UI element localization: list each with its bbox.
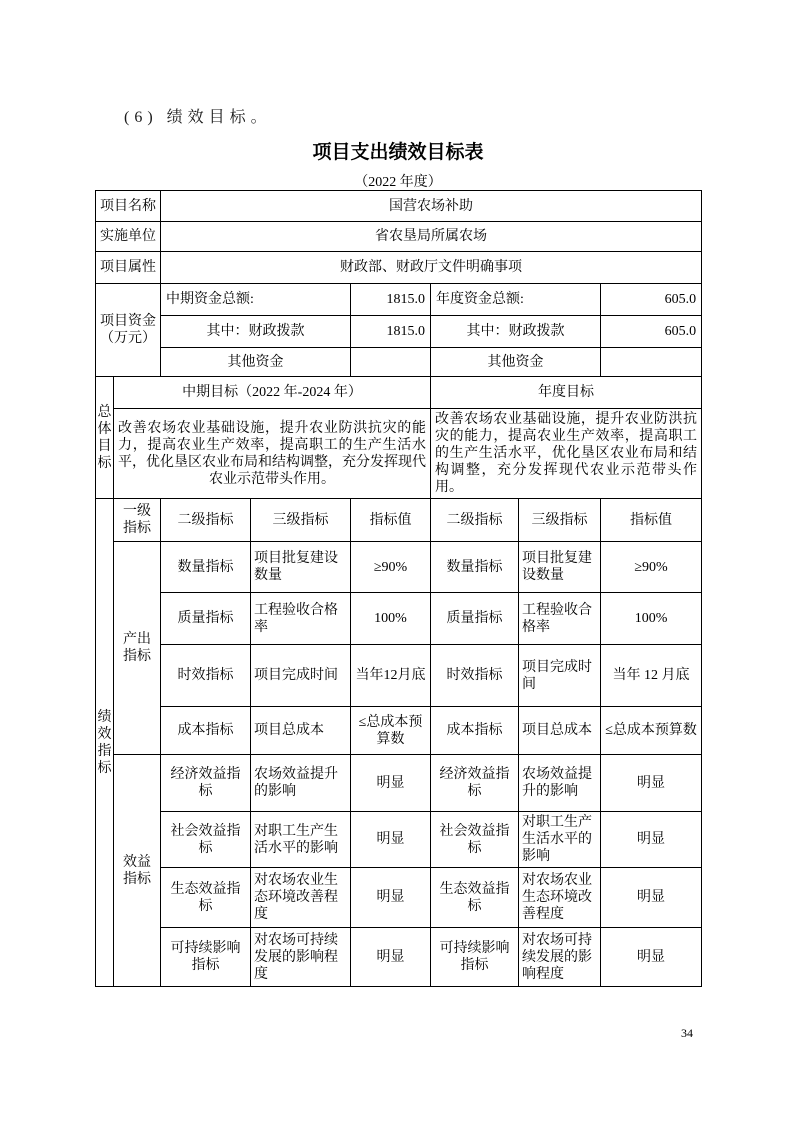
annual-fiscal-label: 其中：财政拨款: [431, 316, 601, 348]
value-cell: ≤总成本预算数: [351, 707, 431, 755]
value-cell: ≤总成本预算数: [601, 707, 702, 755]
mid-term-goal-header: 中期目标（2022 年-2024 年）: [114, 377, 431, 409]
level3-cell: 对职工生产生活水平的影响: [519, 812, 601, 868]
value-cell: 明显: [601, 868, 702, 928]
annual-total-value: 605.0: [601, 284, 702, 316]
annual-fiscal-value: 605.0: [601, 316, 702, 348]
level3-cell: 工程验收合格率: [251, 593, 351, 645]
mid-term-total-label: 中期资金总额:: [161, 284, 351, 316]
table-row: [96, 593, 702, 645]
page-number: 34: [681, 1026, 693, 1040]
header-level3-mid: 三级指标: [251, 499, 351, 542]
header-level3-annual: 三级指标: [519, 499, 601, 542]
table-row: [96, 284, 702, 316]
table-row: [96, 868, 702, 928]
table-row: [96, 499, 702, 542]
value-cell: 明显: [601, 928, 702, 987]
table-row: [96, 755, 702, 812]
value-cell: 当年 12 月底: [601, 645, 702, 707]
level3-cell: 对农场可持续发展的影响程度: [519, 928, 601, 987]
level2-cell: 质量指标: [431, 593, 519, 645]
table-row: [96, 316, 702, 348]
table-year-subtitle: （2022 年度）: [354, 175, 442, 190]
level2-cell: 生态效益指标: [161, 868, 251, 928]
header-level2-mid: 二级指标: [161, 499, 251, 542]
level2-cell: 数量指标: [431, 542, 519, 593]
level3-cell: 对农场农业生态环境改善程度: [519, 868, 601, 928]
table-row: [96, 812, 702, 868]
level2-cell: 数量指标: [161, 542, 251, 593]
level2-cell: 经济效益指标: [161, 755, 251, 812]
value-cell: 明显: [601, 812, 702, 868]
implementing-unit-label: 实施单位: [96, 222, 161, 252]
table-row: [96, 409, 702, 499]
benefit-indicators-label: 效益指标: [114, 755, 161, 987]
level3-cell: 农场效益提升的影响: [519, 755, 601, 812]
value-cell: ≥90%: [601, 542, 702, 593]
mid-term-fiscal-value: 1815.0: [351, 316, 431, 348]
value-cell: 明显: [351, 928, 431, 987]
mid-term-other-value: [351, 348, 431, 377]
table-row: [96, 348, 702, 377]
overall-goal-vertical-label: 总体目标: [96, 377, 114, 499]
mid-term-other-label: 其他资金: [161, 348, 351, 377]
level3-cell: 项目完成时间: [251, 645, 351, 707]
level2-cell: 生态效益指标: [431, 868, 519, 928]
perf-vertical-label: 绩效指标: [96, 499, 114, 987]
table-row: [96, 928, 702, 987]
value-cell: 100%: [601, 593, 702, 645]
level3-cell: 项目批复建设数量: [519, 542, 601, 593]
table-row: [96, 191, 702, 222]
value-cell: 当年12月底: [351, 645, 431, 707]
level3-cell: 项目总成本: [251, 707, 351, 755]
level2-cell: 可持续影响指标: [161, 928, 251, 987]
level2-cell: 质量指标: [161, 593, 251, 645]
section-heading: (6) 绩效目标。: [124, 109, 272, 126]
header-level1: 一级指标: [114, 499, 161, 542]
output-indicators-label: 产出指标: [114, 542, 161, 755]
level2-cell: 社会效益指标: [431, 812, 519, 868]
value-cell: 明显: [351, 868, 431, 928]
annual-goal-text: 改善农场农业基础设施，提升农业防洪抗灾的能力，提高农业生产效率，提高职工的生产生活水平，优化垦区农业布局和结构调整，充分发挥现代农业示范带头作用。: [431, 409, 702, 499]
project-name-value: 国营农场补助: [161, 191, 702, 222]
annual-total-label: 年度资金总额:: [431, 284, 601, 316]
header-level2-annual: 二级指标: [431, 499, 519, 542]
value-cell: 明显: [351, 812, 431, 868]
level2-cell: 时效指标: [431, 645, 519, 707]
level3-cell: 项目总成本: [519, 707, 601, 755]
table-row: [96, 542, 702, 593]
level3-cell: 项目完成时间: [519, 645, 601, 707]
mid-term-fiscal-label: 其中：财政拨款: [161, 316, 351, 348]
project-name-label: 项目名称: [96, 191, 161, 222]
level2-cell: 时效指标: [161, 645, 251, 707]
project-attribute-label: 项目属性: [96, 252, 161, 284]
performance-target-table: [95, 190, 702, 987]
table-row: [96, 645, 702, 707]
value-cell: 明显: [351, 755, 431, 812]
level2-cell: 可持续影响指标: [431, 928, 519, 987]
project-funds-label: 项目资金（万元）: [96, 284, 161, 377]
level2-cell: 社会效益指标: [161, 812, 251, 868]
mid-term-total-value: 1815.0: [351, 284, 431, 316]
level2-cell: 成本指标: [431, 707, 519, 755]
table-row: [96, 222, 702, 252]
annual-goal-header: 年度目标: [431, 377, 702, 409]
annual-other-value: [601, 348, 702, 377]
value-cell: 明显: [601, 755, 702, 812]
level3-cell: 工程验收合格率: [519, 593, 601, 645]
level2-cell: 经济效益指标: [431, 755, 519, 812]
value-cell: ≥90%: [351, 542, 431, 593]
table-row: [96, 377, 702, 409]
level3-cell: 对农场农业生态环境改善程度: [251, 868, 351, 928]
mid-term-goal-text: 改善农场农业基础设施，提升农业防洪抗灾的能力，提高农业生产效率，提高职工的生产生活水平，优化垦区农业布局和结构调整，充分发挥现代农业示范带头作用。: [114, 409, 431, 499]
table-row: [96, 707, 702, 755]
project-attribute-value: 财政部、财政厅文件明确事项: [161, 252, 702, 284]
level3-cell: 农场效益提升的影响: [251, 755, 351, 812]
header-value-annual: 指标值: [601, 499, 702, 542]
annual-other-label: 其他资金: [431, 348, 601, 377]
header-value-mid: 指标值: [351, 499, 431, 542]
level3-cell: 项目批复建设数量: [251, 542, 351, 593]
table-title: 项目支出绩效目标表: [312, 142, 484, 163]
table-row: [96, 252, 702, 284]
level3-cell: 对职工生产生活水平的影响: [251, 812, 351, 868]
implementing-unit-value: 省农垦局所属农场: [161, 222, 702, 252]
level3-cell: 对农场可持续发展的影响程度: [251, 928, 351, 987]
value-cell: 100%: [351, 593, 431, 645]
level2-cell: 成本指标: [161, 707, 251, 755]
